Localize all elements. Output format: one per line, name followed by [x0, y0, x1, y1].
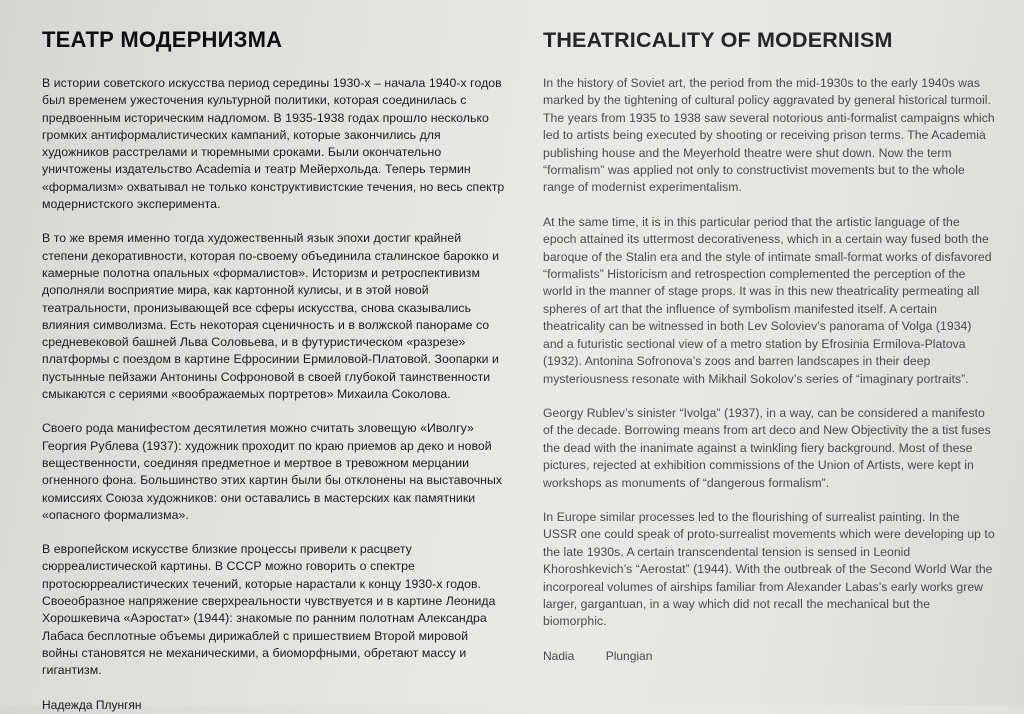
russian-paragraph-4: В европейском искусстве близкие процессы привели к расцвету сюрреалистической картины. В СССР можно говорить о спектре протосюрреалистических течений, которые нарастали к концу 1930-х годов. Своеобразное напряжение сверхреальности чувствуется и в картине Леонида Хорошкевича «Аэростат» (1944): знакомые по ранним полотнам Александра Лабаса бесплотные объемы дирижаблей с пришествием Второй мировой войны становятся не механическими, а биоморфными, обретают массу и гигантизм. — [42, 542, 496, 678]
russian-signature: Надежда Плунгян — [42, 697, 142, 712]
english-paragraph-2: At the same time, it is in this particular period that the artistic language of the epoch attained its uttermost decorativeness, which in a certain way fused both the baroque of the Stalin era and the style of intimate small-format works of disfavored “formalists” Historicism and retrospection complemented the perception of the world in the manner of stage props. It was in this new theatricality permeating all spheres of art that the influence of symbolism manifested itself. A certain theatricality can be witnessed in both Lev Soloviev’s panorama of Volga (1934) and a futuristic sectional view of a metro station by Efrosinia Ermilova-Platova (1932). Antonina Sofronova’s zoos and barren landscapes in their deep mysteriousness resonate with Mikhail Sokolov’s series of “imaginary portraits”. — [543, 214, 992, 386]
russian-column — [42, 26, 507, 714]
english-title: THEATRICALITY OF MODERNISM — [543, 28, 893, 52]
english-paragraph-1: In the history of Soviet art, the period from the mid-1930s to the early 1940s was marked by the tightening of cultural policy aggravated by general historical turmoil. The years from 1935 to 1938 saw several notorious anti-formalist campaigns which led to artists being executed by shooting or receiving prison terms. The Academia publishing house and the Meyerhold theatre were shut down. Now the term “formalism” was applied not only to constructivist movements but to the whole range of modernist experimentalism. — [543, 76, 995, 195]
russian-title: ТЕАТР МОДЕРНИЗМА — [42, 27, 283, 52]
russian-paragraph-1: В истории советского искусства период середины 1930-х – начала 1940-х годов был временем ужесточения культурной политики, которая соединилась с предвоенным историческим надломом. В 1935-1938 годах прошло несколько громких антиформалистических кампаний, которые закончились для художников расстрелами и тюремными сроками. Были окончательно уничтожены издательство Academia и театр Мейерхольда. Теперь термин «формализм» охватывал не только конструктивистские течения, но весь спектр модернистского эксперимента. — [42, 76, 505, 212]
russian-paragraph-3: Своего рода манифестом десятилетия можно считать зловещую «Иволгу» Георгия Рублева (1937): художник проходит по краю приемов ар деко и новой вещественности, соединяя предметное и мертвое в тревожном мерцании огненного фона. Большинство этих картин были бы отклонены на выставочных комиссиях Союза художников: они оставались в мастерских как памятники «опасного формализма». — [42, 421, 503, 522]
english-paragraph-3: Georgy Rublev’s sinister “Ivolga” (1937), in a way, can be considered a manifesto of the decade. Borrowing means from art deco and New Objectivity the a tist fuses the dead with the inanimate against a twinkling fiery background. Most of these pictures, rejected at exhibition commissions of the Union of Artists, were kept in workshops as monuments of “dangerous formalism”. — [543, 405, 991, 490]
russian-paragraph-2: В то же время именно тогда художественный язык эпохи достиг крайней степени декоративности, которая по-своему объединила сталинское барокко и камерные полотна опальных «формалистов». Историзм и ретроспективизм дополняли восприятие мира, как картонной кулисы, и в этой новой театральности, пронизывающей все сферы искусства, снова сказывались влияния символизма. Есть некоторая сценичность и в волжской панораме со средневековой башней Льва Соловьева, и в футуристическом «разрезе» платформы с поездом в картине Ефросинии Ермиловой-Платовой. Зоопарки и пустынные пейзажи Антонины Софроновой в своей глубокой таинственности смыкаются с сериями «воображаемых портретов» Михаила Соколова. — [42, 231, 500, 402]
english-column — [543, 26, 995, 665]
english-signature: Nadia Plungian — [543, 648, 653, 663]
english-paragraph-4: In Europe similar processes led to the flourishing of surrealist painting. In the USSR one could speak of proto-surrealist movements which were developing up to the late 1930s. A certain transcendental tension is sensed in Leonid Khoroshkevich’s “Aerostat” (1944). With the outbreak of the Second World War the incorporeal volumes of airships familiar from Alexander Labas’s early works grew larger, gargantuan, in a way which did not recall the mechanical but the biomorphic. — [543, 509, 995, 629]
